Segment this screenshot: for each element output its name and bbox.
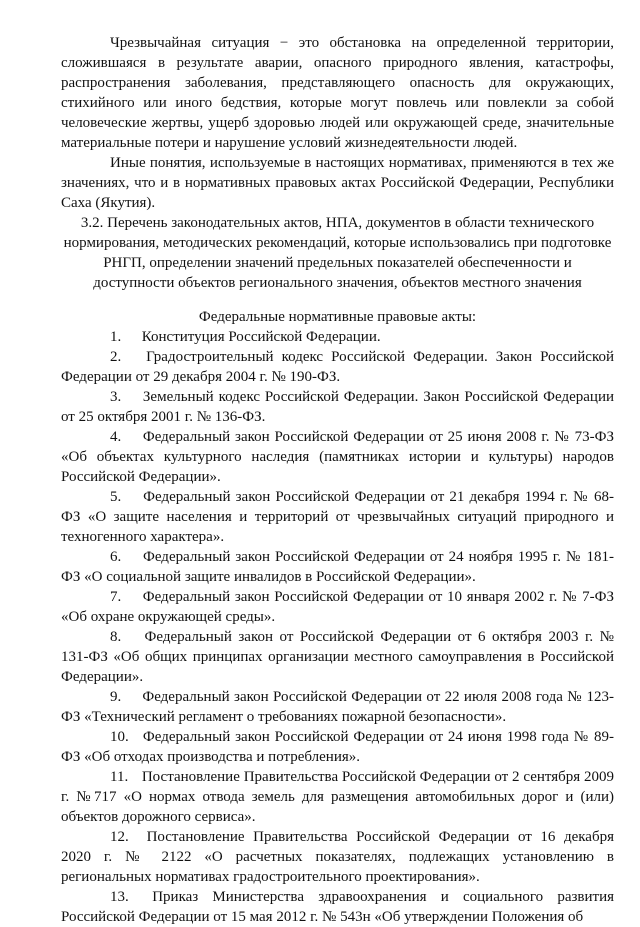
item-text: Федеральный закон Российской Федерации от 22 июля 2008 года № 123-ФЗ «Технический регламент о требованиях пожарной безопасности». [61,689,615,725]
item-number: 6. [110,549,122,565]
item-number: 4. [110,429,122,445]
item-text: Градостроительный кодекс Российской Федерации. Закон Российской Федерации от 29 декабря 2004 г. № 190-ФЗ. [61,349,615,385]
item-number: 7. [110,589,122,605]
item-number: 3. [110,389,122,405]
section-heading: 3.2. Перечень законодательных актов, НПА, документов в области технического нормирования, методических рекомендаций, которые использовались при подготовке РНГП, определении значений предельных показателей обеспеченности и доступности объектов регионального значения, объектов местного значения [63,215,612,291]
item-number: 5. [110,489,122,505]
item-number: 10. [110,729,129,745]
item-text: Постановление Правительства Российской Федерации от 2 сентября 2009 г. №717 «О нормах отвода земель для размещения автомобильных дорог и (или) объектов дорожного сервиса». [61,769,615,825]
list-item [61,687,614,727]
list-item [61,587,614,627]
list-item [61,767,614,827]
list-item [61,627,614,687]
list-item [61,347,614,387]
paragraph-other-terms: Иные понятия, используемые в настоящих нормативах, применяются в тех же значениях, что и в нормативных правовых актах Российской Федерации, Республики Саха (Якутия). [61,155,614,211]
item-number: 2. [110,349,122,365]
item-number: 8. [110,629,122,645]
list-item [61,327,614,347]
item-text: Постановление Правительства Российской Федерации от 16 декабря 2020 г. № 2122 «О расчетных показателях, подлежащих установлению в региональных нормативах градостроительного проектирования». [61,829,614,885]
list-item [61,727,614,767]
item-number: 1. [110,329,122,345]
legal-acts-list [61,327,614,927]
item-number: 12. [110,829,129,845]
paragraph-emergency-definition: Чрезвычайная ситуация − это обстановка на определенной территории, сложившаяся в результате аварии, опасного природного явления, катастрофы, распространения заболевания, представляющего опасность для окружающих, стихийного или иного бедствия, которые могут повлечь или повлекли за собой человеческие жертвы, ущерб здоровью людей или окружающей среде, значительные материальные потери и нарушение условий жизнедеятельности людей. [61,35,614,151]
item-text: Конституция Российской Федерации. [141,329,381,345]
item-text: Федеральный закон от Российской Федерации от 6 октября 2003 г. № 131-ФЗ «Об общих принципах организации местного самоуправления в Российской Федерации». [61,629,614,685]
spacer [61,293,614,307]
item-text: Приказ Министерства здравоохранения и социального развития Российской Федерации от 15 мая 2012 г. № 543н «Об утверждении Положения об [61,889,615,925]
document-page [61,33,614,927]
item-number: 9. [110,689,122,705]
item-number: 11. [110,769,129,785]
list-item [61,887,614,927]
item-text: Федеральный закон Российской Федерации от 21 декабря 1994 г. № 68-ФЗ «О защите населения и территорий от чрезвычайных ситуаций природного и техногенного характера». [61,489,614,545]
list-item [61,827,614,887]
list-item [61,487,614,547]
list-heading: Федеральные нормативные правовые акты: [198,309,477,325]
list-item [61,427,614,487]
list-item [61,547,614,587]
item-text: Федеральный закон Российской Федерации от 25 июня 2008 г. № 73-ФЗ «Об объектах культурного наследия (памятниках истории и культуры) народов Российской Федерации». [61,429,614,485]
item-text: Федеральный закон Российской Федерации от 10 января 2002 г. № 7-ФЗ «Об охране окружающей среды». [61,589,615,625]
list-item [61,387,614,427]
item-text: Земельный кодекс Российской Федерации. Закон Российской Федерации от 25 октября 2001 г. № 136-ФЗ. [61,389,615,425]
item-text: Федеральный закон Российской Федерации от 24 ноября 1995 г. № 181-ФЗ «О социальной защите инвалидов в Российской Федерации». [61,549,615,585]
item-number: 13. [110,889,129,905]
item-text: Федеральный закон Российской Федерации от 24 июня 1998 года № 89-ФЗ «Об отходах производства и потребления». [61,729,615,765]
